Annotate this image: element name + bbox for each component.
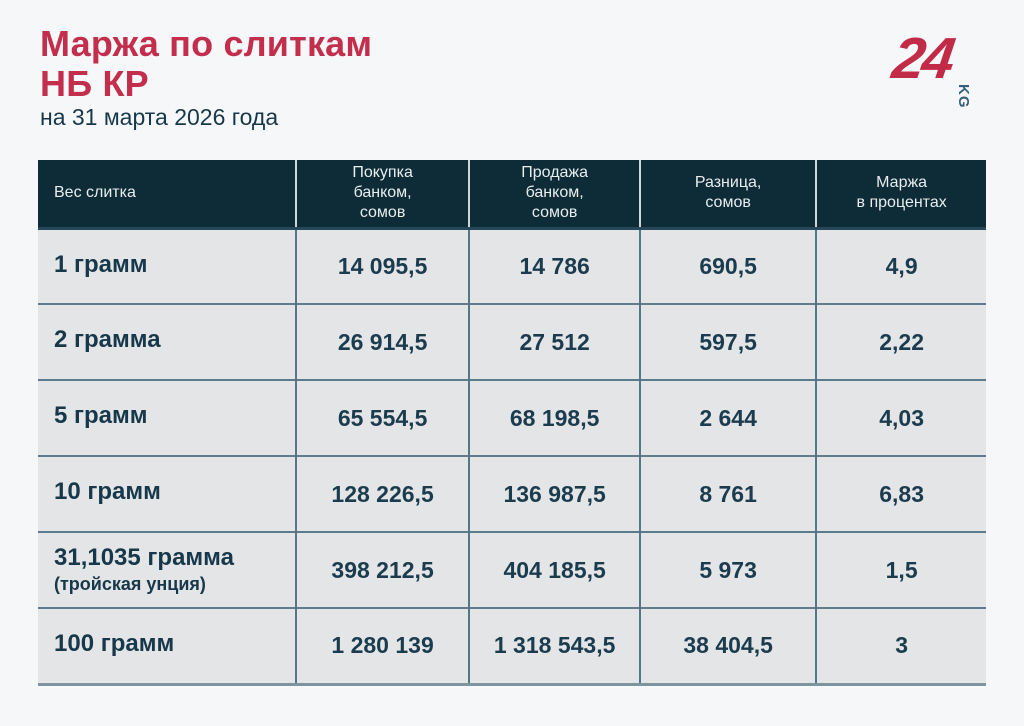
cell-margin: 4,9: [816, 228, 986, 304]
weight-label: 2 грамма: [54, 326, 161, 354]
cell-diff: 690,5: [640, 228, 816, 304]
logo-24-icon: 24: [888, 26, 957, 91]
margins-table: [38, 160, 986, 686]
weight-label: 5 грамм: [54, 402, 148, 430]
cell-diff: 8 761: [640, 456, 816, 532]
cell-buy: 398 212,5: [296, 532, 469, 608]
cell-buy: 1 280 139: [296, 608, 469, 684]
header-cell-diff: Разница, сомов: [640, 160, 816, 228]
cell-buy: 65 554,5: [296, 380, 469, 456]
cell-buy: 14 095,5: [296, 228, 469, 304]
cell-weight: [38, 608, 296, 684]
logo-24kg: [888, 26, 980, 109]
table-row: [38, 608, 986, 684]
table-row: [38, 456, 986, 532]
cell-buy: 26 914,5: [296, 304, 469, 380]
table-row: [38, 228, 986, 304]
cell-margin: 1,5: [816, 532, 986, 608]
weight-label: 10 грамм: [54, 478, 161, 506]
header-cell-weight: Вес слитка: [38, 160, 296, 228]
cell-buy: 128 226,5: [296, 456, 469, 532]
table-row: [38, 532, 986, 608]
cell-diff: 2 644: [640, 380, 816, 456]
cell-weight: [38, 228, 296, 304]
cell-sell: 1 318 543,5: [469, 608, 640, 684]
page-title: Маржа по слиткам НБ КР: [40, 23, 373, 105]
cell-sell: 14 786: [469, 228, 640, 304]
header-cell-buy: Покупка банком, сомов: [296, 160, 469, 228]
cell-weight: [38, 380, 296, 456]
cell-sell: 68 198,5: [469, 380, 640, 456]
cell-weight: [38, 304, 296, 380]
table-row: [38, 380, 986, 456]
cell-sell: 136 987,5: [469, 456, 640, 532]
page-subtitle: на 31 марта 2026 года: [40, 104, 279, 130]
weight-label: 31,1035 грамма: [54, 544, 234, 572]
header-row: [38, 160, 986, 228]
table-body: [38, 228, 986, 684]
table-header: [38, 160, 986, 228]
cell-margin: 2,22: [816, 304, 986, 380]
cell-margin: 6,83: [816, 456, 986, 532]
header-cell-sell: Продажа банком, сомов: [469, 160, 640, 228]
logo-kg-label: KG: [954, 84, 972, 109]
cell-diff: 38 404,5: [640, 608, 816, 684]
weight-label: 100 грамм: [54, 630, 175, 658]
cell-sell: 27 512: [469, 304, 640, 380]
table-row: [38, 304, 986, 380]
cell-diff: 5 973: [640, 532, 816, 608]
cell-weight: [38, 456, 296, 532]
margins-table-container: [38, 160, 986, 686]
cell-margin: 3: [816, 608, 986, 684]
cell-sell: 404 185,5: [469, 532, 640, 608]
header-cell-margin: Маржа в процентах: [816, 160, 986, 228]
cell-margin: 4,03: [816, 380, 986, 456]
weight-note: (тройская унция): [54, 573, 206, 594]
cell-diff: 597,5: [640, 304, 816, 380]
cell-weight: [38, 532, 296, 608]
weight-label: 1 грамм: [54, 250, 148, 278]
